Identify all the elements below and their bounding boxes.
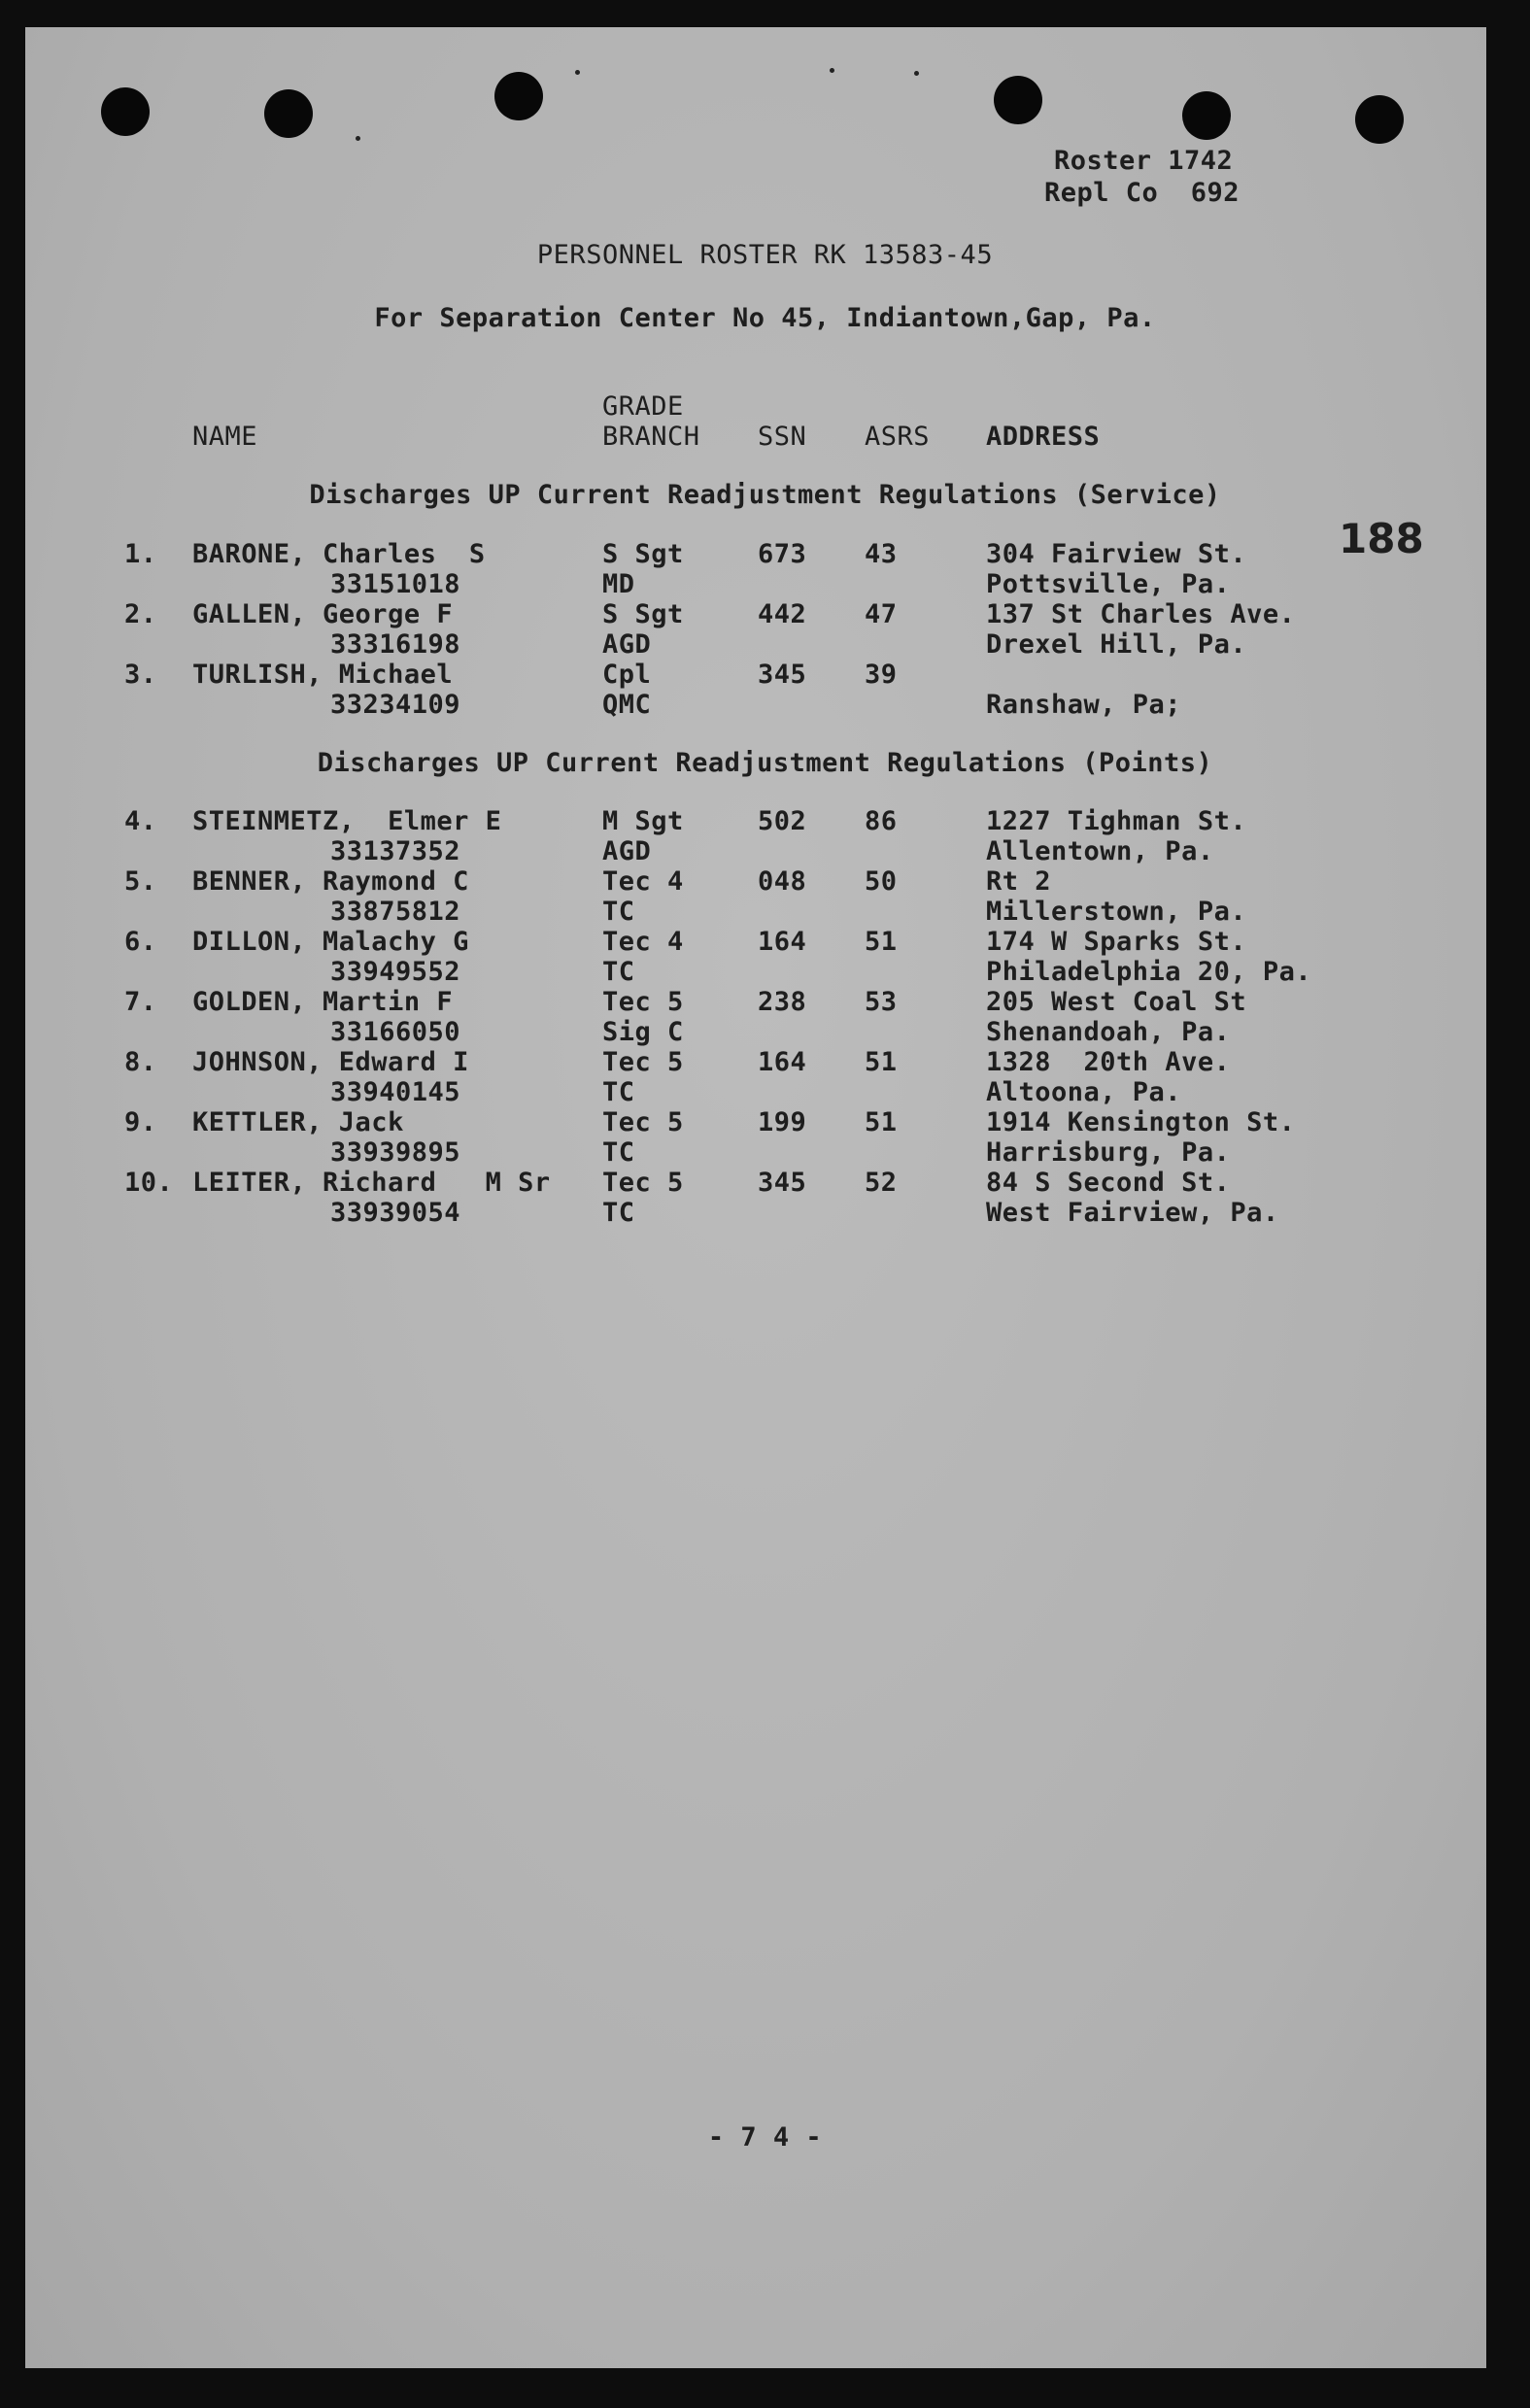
entry-branch: QMC — [602, 690, 652, 720]
entry-number: 9. — [124, 1107, 157, 1137]
entry-number: 4. — [124, 806, 157, 836]
document-title: PERSONNEL ROSTER RK 13583-45 — [536, 240, 994, 270]
entry-serial-number: 33939895 — [330, 1137, 461, 1168]
entry-asrs: 86 — [865, 806, 898, 836]
punch-hole-6 — [1355, 95, 1404, 144]
roster-number: Roster 1742 — [1054, 146, 1234, 176]
entry-asrs: 39 — [865, 660, 898, 690]
column-grade-label: GRADE — [602, 391, 684, 422]
entry-serial-number: 33234109 — [330, 690, 461, 720]
replacement-company: Repl Co 692 — [1044, 178, 1241, 208]
entry-serial-number: 33151018 — [330, 569, 461, 599]
entry-grade: Tec 4 — [602, 927, 684, 957]
entry-grade: Tec 5 — [602, 1047, 684, 1077]
column-asrs: ASRS — [865, 422, 931, 452]
entry-branch: TC — [602, 957, 635, 987]
entry-grade: S Sgt — [602, 599, 684, 629]
entry-asrs: 52 — [865, 1168, 898, 1198]
entry-address-line1: 304 Fairview St. — [986, 539, 1247, 569]
entry-branch: AGD — [602, 629, 652, 660]
punch-hole-2 — [264, 89, 313, 138]
entry-address-line2: Philadelphia 20, Pa. — [986, 957, 1312, 987]
entry-ssn: 502 — [758, 806, 807, 836]
entry-asrs: 51 — [865, 1107, 898, 1137]
entry-serial-number: 33949552 — [330, 957, 461, 987]
entry-grade: M Sgt — [602, 806, 684, 836]
entry-ssn: 442 — [758, 599, 807, 629]
entry-address-line1: 84 S Second St. — [986, 1168, 1231, 1198]
entry-branch: TC — [602, 1137, 635, 1168]
entry-address-line2: Harrisburg, Pa. — [986, 1137, 1231, 1168]
entry-number: 8. — [124, 1047, 157, 1077]
entry-address-line1: 205 West Coal St — [986, 987, 1247, 1017]
entry-branch: Sig C — [602, 1017, 684, 1047]
entry-ssn: 048 — [758, 866, 807, 897]
entry-address-line2: Altoona, Pa. — [986, 1077, 1182, 1107]
entry-serial-number: 33940145 — [330, 1077, 461, 1107]
entry-grade: Tec 4 — [602, 866, 684, 897]
entry-address-line1: Rt 2 — [986, 866, 1052, 897]
punch-hole-3 — [494, 72, 543, 120]
entry-number: 10. — [124, 1168, 174, 1198]
entry-ssn: 164 — [758, 1047, 807, 1077]
section-heading-points: Discharges UP Current Readjustment Regulations (Points) — [317, 748, 1213, 778]
entry-asrs: 51 — [865, 927, 898, 957]
entry-asrs: 50 — [865, 866, 898, 897]
entry-address-line1: 1328 20th Ave. — [986, 1047, 1231, 1077]
column-ssn: SSN — [758, 422, 807, 452]
entry-number: 1. — [124, 539, 157, 569]
page-number: - 7 4 - — [707, 2122, 823, 2153]
entry-serial-number: 33137352 — [330, 836, 461, 866]
entry-name: STEINMETZ, Elmer E — [192, 806, 502, 836]
entry-address-line2: Pottsville, Pa. — [986, 569, 1231, 599]
speck — [575, 70, 580, 75]
entry-branch: MD — [602, 569, 635, 599]
entry-grade: Tec 5 — [602, 1107, 684, 1137]
entry-address-line2: Ranshaw, Pa; — [986, 690, 1182, 720]
section-heading-service: Discharges UP Current Readjustment Regulations (Service) — [309, 480, 1221, 510]
entry-serial-number: 33316198 — [330, 629, 461, 660]
entry-number: 3. — [124, 660, 157, 690]
entry-address-line1: 137 St Charles Ave. — [986, 599, 1296, 629]
entry-asrs: 43 — [865, 539, 898, 569]
entry-address-line2: Allentown, Pa. — [986, 836, 1214, 866]
punch-hole-5 — [1182, 91, 1231, 140]
entry-ssn: 673 — [758, 539, 807, 569]
entry-name: BENNER, Raymond C — [192, 866, 469, 897]
column-address: ADDRESS — [986, 422, 1101, 452]
entry-name: LEITER, Richard M Sr — [192, 1168, 551, 1198]
entry-address-line2: Drexel Hill, Pa. — [986, 629, 1247, 660]
entry-ssn: 238 — [758, 987, 807, 1017]
entry-branch: AGD — [602, 836, 652, 866]
entry-asrs: 51 — [865, 1047, 898, 1077]
punch-hole-4 — [994, 76, 1042, 124]
entry-address-line2: Shenandoah, Pa. — [986, 1017, 1231, 1047]
entry-ssn: 199 — [758, 1107, 807, 1137]
entry-asrs: 53 — [865, 987, 898, 1017]
column-name: NAME — [192, 422, 258, 452]
entry-serial-number: 33166050 — [330, 1017, 461, 1047]
entry-number: 7. — [124, 987, 157, 1017]
entry-ssn: 164 — [758, 927, 807, 957]
entry-branch: TC — [602, 1077, 635, 1107]
entry-asrs: 47 — [865, 599, 898, 629]
entry-grade: Tec 5 — [602, 1168, 684, 1198]
entry-number: 2. — [124, 599, 157, 629]
entry-serial-number: 33875812 — [330, 897, 461, 927]
entry-number: 5. — [124, 866, 157, 897]
entry-serial-number: 33939054 — [330, 1198, 461, 1228]
entry-address-line2: Millerstown, Pa. — [986, 897, 1247, 927]
entry-grade: Cpl — [602, 660, 652, 690]
document-subtitle: For Separation Center No 45, Indiantown,Gap, Pa. — [374, 303, 1156, 333]
punch-hole-1 — [101, 87, 150, 136]
column-branch: BRANCH — [602, 422, 700, 452]
entry-ssn: 345 — [758, 1168, 807, 1198]
entry-number: 6. — [124, 927, 157, 957]
entry-name: KETTLER, Jack — [192, 1107, 404, 1137]
entry-address-line1: 1914 Kensington St. — [986, 1107, 1296, 1137]
entry-name: DILLON, Malachy G — [192, 927, 469, 957]
entry-branch: TC — [602, 1198, 635, 1228]
speck — [830, 68, 834, 73]
entry-address-line1: 174 W Sparks St. — [986, 927, 1247, 957]
entry-ssn: 345 — [758, 660, 807, 690]
entry-name: GOLDEN, Martin F — [192, 987, 454, 1017]
speck — [914, 71, 919, 76]
entry-address-line1: 1227 Tighman St. — [986, 806, 1247, 836]
speck — [356, 136, 360, 141]
entry-address-line2: West Fairview, Pa. — [986, 1198, 1279, 1228]
entry-name: JOHNSON, Edward I — [192, 1047, 469, 1077]
entry-grade: Tec 5 — [602, 987, 684, 1017]
entry-grade: S Sgt — [602, 539, 684, 569]
entry-name: GALLEN, George F — [192, 599, 454, 629]
entry-branch: TC — [602, 897, 635, 927]
entry-name: BARONE, Charles S — [192, 539, 486, 569]
entry-name: TURLISH, Michael — [192, 660, 454, 690]
margin-annotation: 188 — [1339, 515, 1424, 562]
